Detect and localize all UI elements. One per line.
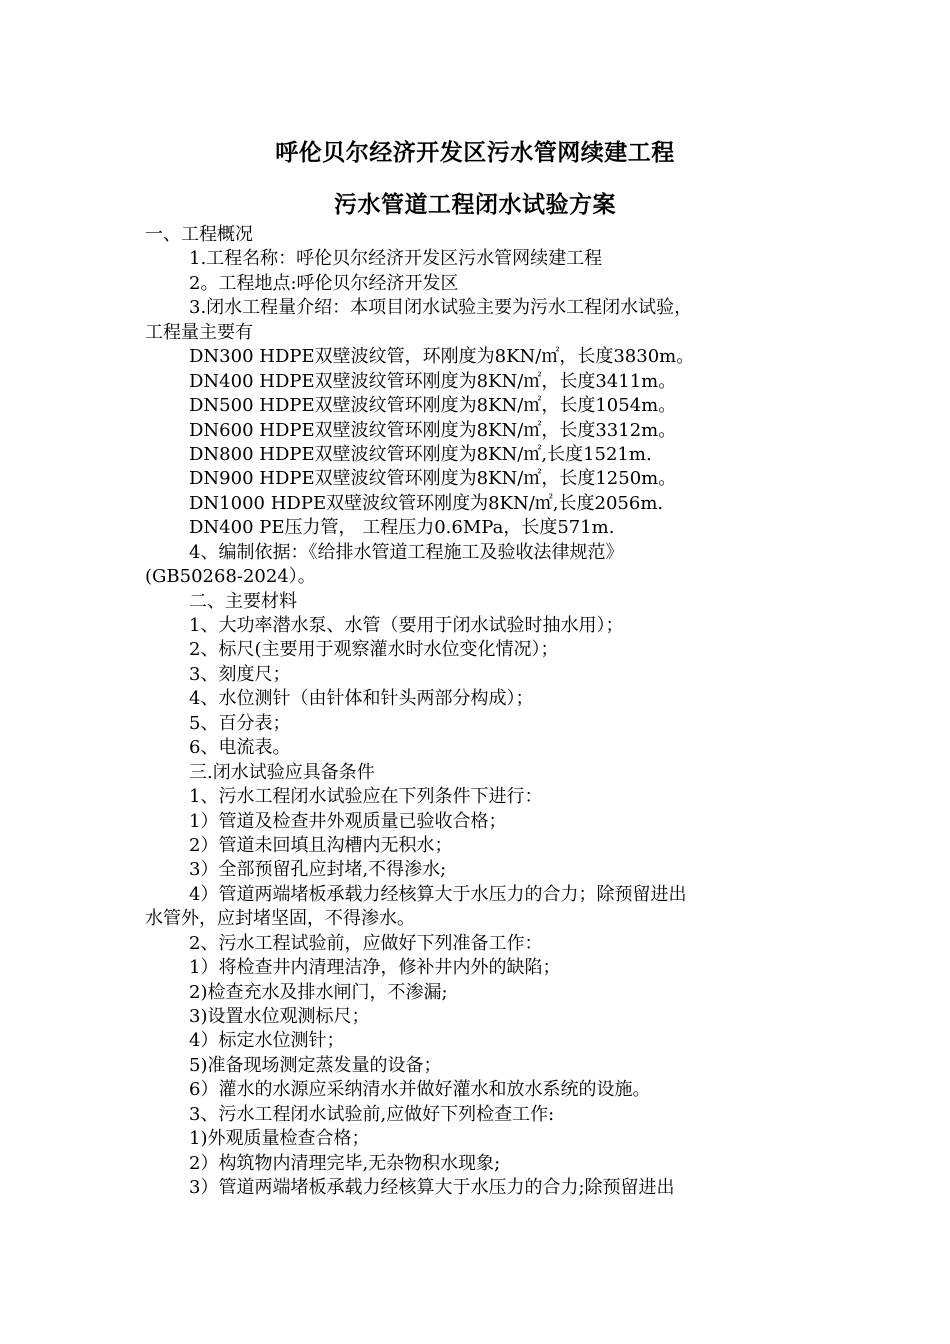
document-subtitle: 污水管道工程闭水试验方案 — [334, 192, 616, 218]
document-body — [145, 223, 817, 1201]
text-line: (GB50268-2024）。 — [145, 566, 316, 588]
text-line: DN500 HDPE双壁波纹管环刚度为8KN/㎡，长度1054m。 — [189, 395, 677, 417]
text-line: DN800 HDPE双壁波纹管环刚度为8KN/㎡,长度1521m. — [189, 443, 652, 465]
text-line: 工程量主要有 — [145, 321, 253, 343]
text-line: 1)外观质量检查合格； — [189, 1128, 370, 1150]
text-line: 3、污水工程闭水试验前,应做好下列检查工作: — [189, 1103, 555, 1125]
text-line: 1.工程名称：呼伦贝尔经济开发区污水管网续建工程 — [189, 248, 603, 270]
text-line: DN400 HDPE双壁波纹管环刚度为8KN/㎡，长度3411m。 — [189, 370, 677, 392]
text-line: 4）标定水位测针； — [189, 1030, 345, 1052]
text-line: 三.闭水试验应具备条件 — [189, 761, 375, 783]
text-line: 2）管道未回填且沟槽内无积水； — [189, 834, 453, 856]
text-line: 6、电流表。 — [189, 737, 291, 759]
text-line: 5、百分表； — [189, 712, 291, 734]
text-line: DN900 HDPE双壁波纹管环刚度为8KN/㎡，长度1250m。 — [189, 468, 677, 490]
text-line: 2、标尺(主要用于观察灌水时水位变化情况）； — [189, 639, 559, 661]
text-line: 二、主要材料 — [189, 590, 297, 612]
text-line: 2。工程地点:呼伦贝尔经济开发区 — [189, 272, 459, 294]
text-line: 3）全部预留孔应封堵,不得渗水; — [189, 859, 447, 881]
text-line: 3、刻度尺； — [189, 663, 291, 685]
text-line: DN1000 HDPE双壁波纹管环刚度为8KN/㎡,长度2056m. — [189, 492, 664, 514]
text-line: 5)准备现场测定蒸发量的设备； — [189, 1054, 442, 1076]
text-line: 1）将检查井内清理洁净，修补井内外的缺陷； — [189, 957, 561, 979]
text-line: 水管外，应封堵坚固，不得渗水。 — [145, 908, 415, 930]
text-line: 2)检查充水及排水闸门，不渗漏; — [189, 981, 448, 1003]
text-line: 3.闭水工程量介绍：本项目闭水试验主要为污水工程闭水试验， — [189, 297, 693, 319]
text-line: 3)设置水位观测标尺； — [189, 1006, 370, 1027]
text-line: 1、大功率潜水泵、水管（要用于闭水试验时抽水用）； — [189, 615, 624, 636]
text-line: 1）管道及检查井外观质量已验收合格； — [189, 810, 507, 832]
text-line: 一、工程概况 — [145, 224, 253, 245]
text-line: 3）管道两端堵板承载力经核算大于水压力的合力;除预留进出 — [189, 1177, 675, 1199]
text-line: 6）灌水的水源应采纳清水并做好灌水和放水系统的设施。 — [189, 1079, 651, 1101]
text-line: DN300 HDPE双壁波纹管，环刚度为8KN/㎡，长度3830m。 — [189, 346, 695, 368]
text-line: DN600 HDPE双壁波纹管环刚度为8KN/㎡，长度3312m。 — [189, 419, 677, 441]
text-line: 2、污水工程试验前，应做好下列准备工作： — [189, 932, 543, 954]
text-line: 4、编制依据：《给排水管道工程施工及验收法律规范》 — [189, 541, 624, 563]
text-line: DN400 PE压力管， 工程压力0.6MPa，长度571m. — [189, 517, 615, 539]
text-line: 4、水位测针（由针体和针头两部分构成）； — [189, 688, 534, 710]
text-line: 2）构筑物内清理完毕,无杂物积水现象; — [189, 1152, 501, 1174]
document-title: 呼伦贝尔经济开发区污水管网续建工程 — [275, 140, 675, 166]
text-line: 1、污水工程闭水试验应在下列条件下进行： — [189, 786, 543, 808]
text-line: 4）管道两端堵板承载力经核算大于水压力的合力；除预留进出 — [189, 883, 687, 905]
